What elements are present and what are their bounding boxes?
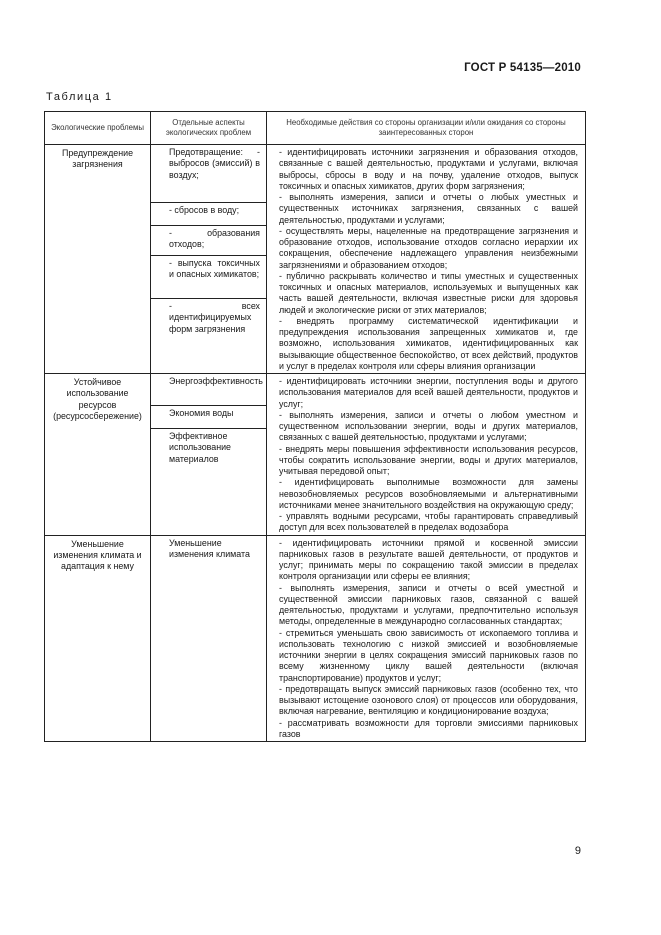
aspect-item: - сбросов в воду; <box>151 203 266 226</box>
action-item: - рассматривать возможности для торговли эмиссиями парниковых газов <box>279 717 578 739</box>
problem-cell: Устойчивое использование ресурсов (ресурсосбережение) <box>45 374 151 536</box>
aspect-item: - всех идентифицируемых форм загрязнения <box>169 301 260 334</box>
table-header-row <box>45 112 586 145</box>
environmental-issues-table <box>44 111 586 742</box>
aspect-item: - образования отходов; <box>151 226 266 256</box>
aspects-cell <box>151 374 267 536</box>
table-row <box>45 145 586 374</box>
actions-cell <box>267 145 586 374</box>
action-item: - управлять водными ресурсами, чтобы гарантировать справедливый доступ для всех пользователей в пределах водозабора <box>279 511 578 533</box>
column-header-aspects: Отдельные аспекты экологических проблем <box>151 112 267 145</box>
table-row <box>45 374 586 536</box>
action-item: - выполнять измерения, записи и отчеты о всей уместной и существенной эмиссии парниковых газов, связанной с вашей деятельностью, продуктами и услугами, предпочтительно используя методы, определенные в международно согласованных стандартах; <box>279 582 578 627</box>
problem-cell: Уменьшение изменения климата и адаптация к нему <box>45 535 151 742</box>
action-item: - идентифицировать источники загрязнения и образования отходов, связанные с вашей деятельностью, продуктами и услугами, включая выбросы, сбросы в воду и на почву, удаление отходов, выпуск токсичных и опасных химикатов, других форм загрязнения; <box>279 147 578 191</box>
column-header-problems: Экологические проблемы <box>45 112 151 145</box>
column-header-actions: Необходимые действия со стороны организации и/или ожидания со стороны заинтересованных сторон <box>267 112 586 145</box>
aspect-item: Энергоэффективность <box>151 374 266 406</box>
action-item: - внедрять программу систематической идентификации и предупреждения использования запрещенных химикатов и, где возможно, использования химикатов, идентифицированных как вызывающие общественное беспокойство, от всех действий, продуктов и услуг в пределах контроля или сферы влияния организации <box>279 315 578 371</box>
action-item: - идентифицировать выполнимые возможности для замены невозобновляемых ресурсов возобновляемыми и альтернативными источниками менее значительного воздействия на окружающую среду; <box>279 477 578 510</box>
table-row <box>45 535 586 742</box>
aspect-item: Уменьшение изменения климата <box>169 537 250 559</box>
action-item: - выполнять измерения, записи и отчеты о любом уместном и существенном использовании энергии, воды и других материалов, связанных с вашей деятельностью, продуктами и услугами; <box>279 409 578 443</box>
table-caption: Таблица 1 <box>46 91 113 103</box>
aspect-item: Экономия воды <box>151 406 266 429</box>
action-item: - внедрять меры повышения эффективности использования ресурсов, чтобы сократить использование энергии, воды и других материалов, учитывая передовой опыт; <box>279 443 578 476</box>
action-item: - предотвращать выпуск эмиссий парниковых газов (особенно тех, что вызывают истощение озонового слоя) от процессов или оборудования, включая нагревание, вентиляцию и кондиционирование воздуха; <box>279 683 578 717</box>
aspect-item: Предотвращение: - выбросов (эмиссий) в воздух; <box>151 145 266 203</box>
aspect-item: - выпуска токсичных и опасных химикатов; <box>151 256 266 299</box>
actions-cell <box>267 374 586 536</box>
aspects-cell <box>151 535 267 742</box>
aspect-item: Эффективное использование материалов <box>169 431 231 464</box>
action-item: - идентифицировать источники энергии, поступления воды и другого использования материалов для всей вашей деятельности, продуктов и услуг; <box>279 376 578 409</box>
document-code: ГОСТ Р 54135—2010 <box>464 62 581 74</box>
action-item: - идентифицировать источники прямой и косвенной эмиссии парниковых газов в результате вашей деятельности, от продуктов и услуг; принимать меры по сокращению такой эмиссии в пределах контроля организации или сферы ее влияния; <box>279 537 578 582</box>
action-item: - осуществлять меры, нацеленные на предотвращение загрязнения и образование отходов, использование отходов согласно иерархии их сокращения, обеспечение надлежащего управления неизбежными загрязнениями и образованием отходов; <box>279 225 578 270</box>
action-item: - выполнять измерения, записи и отчеты о любых уместных и существенных источниках загрязнения, связанных с вашей деятельностью, продуктами и услугами; <box>279 192 578 225</box>
actions-cell <box>267 535 586 742</box>
action-item: - публично раскрывать количество и типы уместных и существенных токсичных и опасных материалов, используемых и выпущенных как часть вашей деятельности, включая известные риски для здоровья людей и экологические риски от этих материалов; <box>279 270 578 315</box>
aspects-cell <box>151 145 267 374</box>
action-item: - стремиться уменьшать свою зависимость от ископаемого топлива и использовать технологию с низкой эмиссией и возобновляемые источники энергии в целях сокращения эмиссий парниковых газов по всему жизненному циклу вашей деятельности (включая транспортирование) продуктов и услуг; <box>279 627 578 683</box>
problem-cell: Предупреждение загрязнения <box>45 145 151 374</box>
page-number: 9 <box>574 845 581 857</box>
